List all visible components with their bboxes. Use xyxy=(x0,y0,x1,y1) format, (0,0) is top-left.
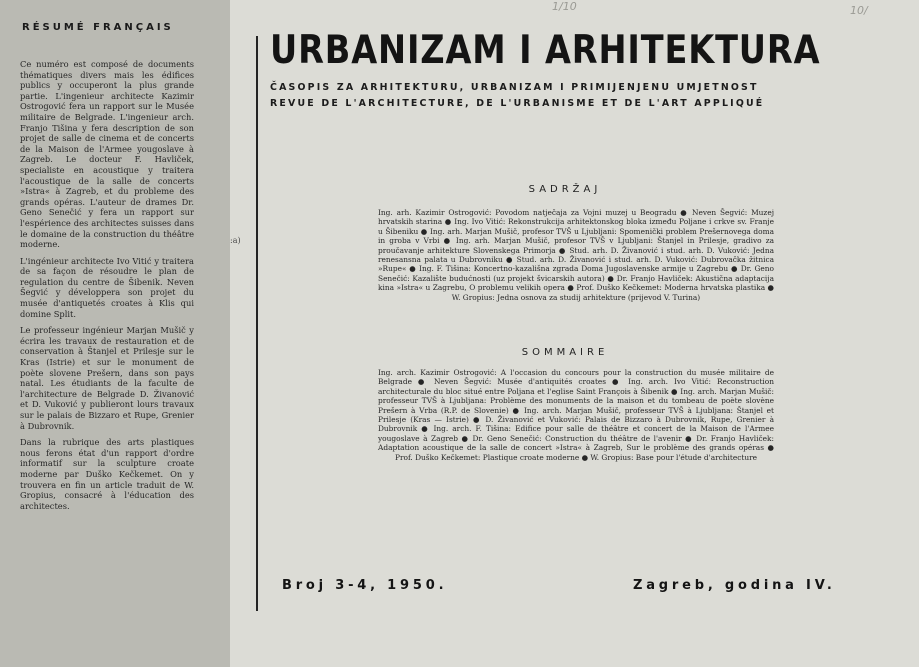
resume-paragraph-4: Dans la rubrique des arts plastiques nous ferons état d'un rapport d'ordre informatif sur la sculpture croate moderne par Duško Kečkemet. On y trouvera en fin un article traduit de W. Gropius, consacré à l'éducation des architectes. xyxy=(20,437,194,511)
journal-subtitle-hr: ČASOPIS ZA ARHITEKTURU, URBANIZAM I PRIMIJENJENU UMJETNOST xyxy=(270,82,759,93)
journal-page xyxy=(270,0,890,667)
pencil-note-2: 10/ xyxy=(850,4,868,17)
journal-subtitle-fr: REVUE DE L'ARCHITECTURE, DE L'URBANISME ET DE L'ART APPLIQUÉ xyxy=(270,98,765,109)
sadrzaj-contents: Ing. arh. Kazimir Ostrogović: Povodom natječaja za Vojni muzej u Beogradu ● Neven Šegvić: Muzej hrvatskih starina ● Ing. Ivo Vitić: Rekonstrukcija arhitektonskog bloka između Poljane i crkve sv. Franje u Šibeniku ● Ing. arh. Marjan Mušič, profesor TVŠ u Ljubljani: Spomenički problem Prešernovega doma in groba v Vrbi ● Ing. arh. Marjan Mušič, profesor TVŠ v Ljubljani: Štanjel in Prilesje, gradivo za proučavanje arhitekture Slovenskega Primorja ● Stud. arh. D. Živanović i stud. arh. D. Vuković: Jedna renesansna palata u Dubrovniku ● Stud. arh. D. Živanović i stud. arh. D. Vuković: Dubrovačka žitnica »Rupe« ● Ing. F. Tišina: Koncertno-kazališna zgrada Doma Jugoslavenske armije u Zagrebu ● Dr. Geno Senečić: Kazalište budućnosti (uz projekt švicarskih autora) ● Dr. Franjo Havliček: Akustična adaptacija kina »Istra« u Zagrebu, O problemu velikih opera ● Prof. Duško Kečkemet: Moderna hrvatska plastika ● W. Gropius: Jedna osnova za studij arhitekture (prijevod V. Turina) xyxy=(378,208,774,302)
resume-paragraph-2: L'ingénieur architecte Ivo Vitić y traitera de sa façon de résoudre le plan de regulation du centre de Šibenik. Neven Šegvić y développera son projet du musée d'antiquetés croates à Klis qui domine Split. xyxy=(20,255,194,319)
resume-panel xyxy=(0,0,230,667)
resume-paragraph-1: Ce numéro est composé de documents thématiques divers mais les édifices publics y occuperont la plus grande partie. L'ingenieur architecte Kazimir Ostrogović fera un rapport sur le Musée militaire de Belgrade. L'ingenieur arch. Franjo Tišina y fera description de son projet de salle de cinema et de concerts de la Maison de l'Armee yougoslave à Zagreb. Le docteur F. Havliček, specialiste en acoustique y traitera l'acoustique de la salle de concerts »Istra« à Zagreb, et du probleme des grands opéras. L'auteur de drames Dr. Geno Senečić y fera un rapport sur l'espérience des architectes suisses dans le domaine de la construction du théâtre moderne. xyxy=(20,59,194,250)
sommaire-contents: Ing. arch. Kazimir Ostrogović: A l'occasion du concours pour la construction du musée militaire de Belgrade ● Neven Šegvić: Musée d'antiquités croates ● Ing. arch. Ivo Vitić: Reconstruction architecturale du bloc situé entre Poljana et l'eglise Saint François à Šibenik ● Ing. arch. Marjan Mušič: professeur TVŠ à Ljubljana: Problème des monuments de la maison et du tombeau de poète slovène Prešern à Vrba (R.P. de Slovenie) ● Ing. arch. Marjan Mušič, professeur TVŠ à Ljubljana: Štanjel et Prilesje (Kras — Istrie) ● D. Živanović et Vuković: Palais de Bizzaro à Dubrovnik, Rupe, Grenier à Dubrovnik ● Ing. arch. F. Tišina: Edifice pour salle de théâtre et concert de la Maison de l'Armee yougoslave à Zagreb ● Dr. Geno Senečić: Construction du théâtre de l'avenir ● Dr. Franjo Havliček: Adaptation acoustique de la salle de concert »Istra« à Zagreb, Sur le problème des grands opéras ● Prof. Duško Kečkemet: Plastique croate moderne ● W. Gropius: Base pour l'étude d'architecture xyxy=(378,368,774,462)
resume-text xyxy=(20,59,194,511)
resume-heading: RÉSUMÉ FRANÇAIS xyxy=(22,22,174,33)
pencil-note-1: 1/10 xyxy=(552,0,577,13)
issue-number: Broj 3-4, 1950. xyxy=(282,578,448,593)
margin-fragment: :a) xyxy=(230,236,241,245)
sadrzaj-heading: SADRŽAJ xyxy=(528,184,602,195)
vertical-divider xyxy=(256,36,258,611)
journal-title: URBANIZAM I ARHITEKTURA xyxy=(270,28,821,73)
place-and-year: Zagreb, godina IV. xyxy=(633,578,836,593)
resume-paragraph-3: Le professeur ingénieur Marjan Mušič y écrira les travaux de restauration et de conservation à Štanjel et Prilesje sur le Kras (Istrie) et sur le monument de poète slovene Prešern, dans son pays natal. Les étudiants de la faculte de l'architecture de Belgrade D. Živanović et D. Vuković y publieront lours travaux sur le palais de Bizzaro et Rupe, Grenier à Dubrovnik. xyxy=(20,325,194,431)
sommaire-heading: SOMMAIRE xyxy=(521,347,609,358)
